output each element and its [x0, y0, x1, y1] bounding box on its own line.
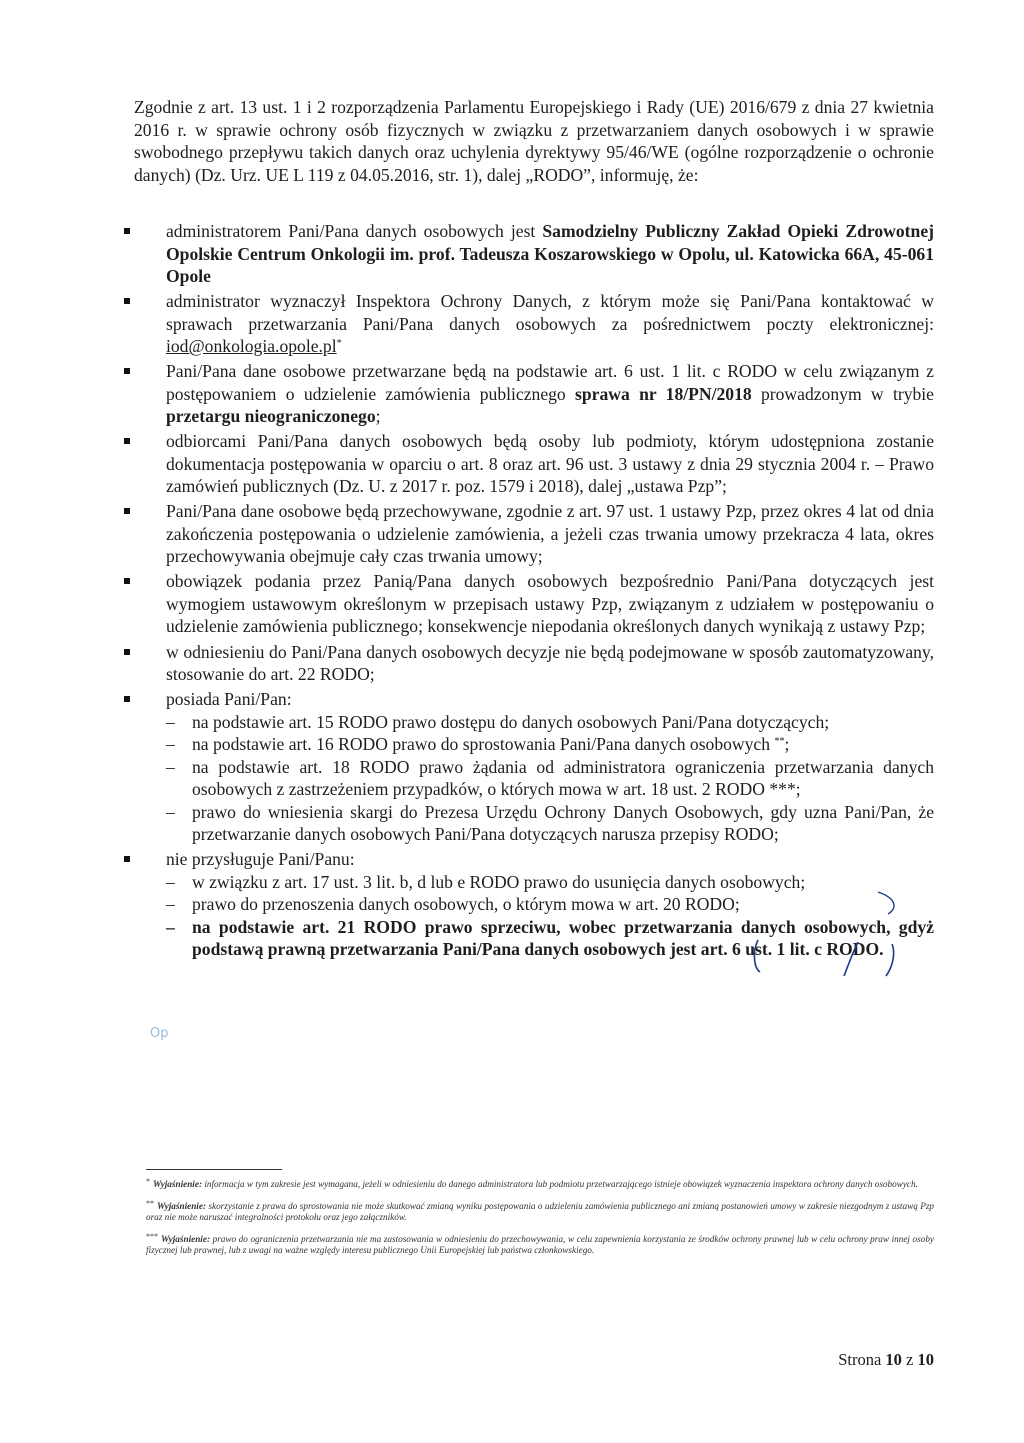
obligation-text: obowiązek podania przez Panią/Pana danych osobowych bezpośrednio Pani/Pana dotyczących jest wymogiem ustawowym określonym w przepisach ustawy Pzp, związanym z udziałem w postępowaniu o udzielenie zamówienia publicznego; konsekwencje niepodania określonych danych wynikają z ustawy Pzp;: [166, 571, 934, 637]
bullet-icon: [124, 298, 130, 304]
dash-icon: –: [166, 801, 175, 822]
dpo-text: administrator wyznaczył Inspektora Ochrony Danych, z którym może się Pani/Pana kontaktować w sprawach przetwarzania Pani/Pana danych osobowych za pośrednictwem poczty elektronicznej:: [166, 291, 934, 334]
recipients-text: odbiorcami Pani/Pana danych osobowych będą osoby lub podmioty, którym udostępniona zostanie dokumentacja postępowania w oparciu o art. 8 oraz art. 96 ust. 3 ustawy z dnia 29 stycznia 2004 r. – Prawo zamówień publicznych (Dz. U. z 2017 r. poz. 1579 i 2018), dalej „ustawa Pzp”;: [166, 431, 934, 497]
list-item-data-protection-officer: [0, 290, 934, 358]
automated-decisions-text: w odniesieniu do Pani/Pana danych osobowych decyzje nie będą podejmowane w sposób zautomatyzowany, stosowanie do art. 22 RODO;: [166, 641, 934, 685]
footnote-text: prawo do ograniczenia przetwarzania nie ma zastosowania w odniesieniu do przechowywania, w celu zapewnienia korzystania ze środków ochrony prawnej lub w celu ochrony praw innej osoby fizycznej lub prawnej, lub z uwagi na ważne względy interesu publicznego Unii Europejskiej lub państwa członkowskiego.: [146, 1233, 934, 1256]
footnote-text: informacja w tym zakresie jest wymagana, jeżeli w odniesieniu do danego administratora lub podmiotu przetwarzającego istnieje obowiązek wyznaczenia inspektora ochrony danych osobowych.: [202, 1179, 918, 1189]
bullet-icon: [124, 856, 130, 862]
bullet-icon: [124, 368, 130, 374]
footnote-label: Wyjaśnienie:: [161, 1233, 211, 1244]
bullet-icon: [124, 228, 130, 234]
legal-basis-text-2: prowadzonym w trybie: [751, 383, 934, 404]
footnote-mark: *: [336, 338, 342, 350]
dash-icon: –: [166, 894, 175, 915]
dash-icon: –: [166, 711, 175, 732]
footnote-label: Wyjaśnienie:: [153, 1179, 203, 1189]
list-item-obligation: [0, 570, 934, 638]
administrator-text: administratorem Pani/Pana danych osobowych jest: [166, 221, 543, 241]
list-item-legal-basis: [0, 360, 934, 428]
list-item-rights: [0, 688, 934, 846]
information-list: [0, 216, 1024, 963]
no-right-erasure-text: w związku z art. 17 ust. 3 lit. b, d lub e RODO prawo do usunięcia danych osobowych;: [192, 871, 806, 892]
right-access: [166, 711, 934, 734]
dash-icon: –: [166, 916, 175, 937]
footnote-2: [146, 1198, 934, 1224]
retention-text: Pani/Pana dane osobowe będą przechowywane, zgodnie z art. 97 ust. 1 ustawy Pzp, przez okres 4 lat od dnia zakończenia postępowania o udzielenie zamówienia, a jeżeli czas trwania umowy przekracza 4 lata, okres przechowywania obejmuje cały czas trwania umowy;: [166, 501, 934, 567]
footnote-marker: ***: [146, 1231, 158, 1241]
right-access-text: na podstawie art. 15 RODO prawo dostępu do danych osobowych Pani/Pana dotyczących;: [192, 711, 830, 732]
bullet-icon: [124, 649, 130, 655]
page-number-prefix: Strona: [838, 1350, 886, 1369]
administrator-name: Samodzielny Publiczny Zakład Opieki Zdrowotnej Opolskie Centrum Onkologii im. prof. Tadeusza Koszarowskiego w Opolu, ul. Katowicka 66A, 45-061 Opole: [166, 221, 934, 286]
footnote-marker: **: [146, 1198, 154, 1208]
right-restriction: [166, 756, 934, 801]
footnote-text: skorzystanie z prawa do sprostowania nie może skutkować zmianą wyniku postępowania o udzieleniu zamówienia publicznego ani zmianą postanowień umowy w zakresie niezgodnym z ustawą Pzp oraz nie może naruszać integralności protokołu oraz jego załączników.: [146, 1200, 934, 1223]
footnote-3: [146, 1231, 934, 1257]
dash-icon: –: [166, 871, 175, 892]
page-number-current: 10: [885, 1350, 902, 1369]
right-rectification: [166, 733, 934, 756]
bullet-icon: [124, 438, 130, 444]
faint-stamp-text: Op: [150, 1026, 169, 1041]
footnote-mark: **: [774, 736, 785, 748]
handwritten-marks: [740, 880, 940, 980]
rights-not-granted-heading: nie przysługuje Pani/Panu:: [166, 849, 355, 870]
footnote-1: [146, 1176, 934, 1191]
bullet-icon: [124, 578, 130, 584]
right-restriction-text: na podstawie art. 18 RODO prawo żądania od administratora ograniczenia przetwarzania danych osobowych z zastrzeżeniem przypadków, o których mowa w art. 18 ust. 2 RODO ***;: [192, 756, 934, 800]
case-number: sprawa nr 18/PN/2018: [575, 383, 752, 404]
footnote-separator: [146, 1169, 282, 1170]
footnotes: [146, 1176, 934, 1264]
dash-icon: –: [166, 756, 175, 777]
legal-basis-text: Pani/Pana dane osobowe przetwarzane będą na podstawie art. 6 ust. 1 lit. c RODO w celu związanym z postępowaniem o udzielenie zamówienia publicznego: [166, 361, 934, 404]
list-item-administrator: [0, 220, 934, 288]
no-right-portability-text: prawo do przenoszenia danych osobowych, o którym mowa w art. 20 RODO;: [192, 894, 740, 915]
dpo-email-link[interactable]: iod@onkologia.opole.pl: [166, 336, 337, 357]
right-rectification-text: na podstawie art. 16 RODO prawo do sprostowania Pani/Pana danych osobowych: [192, 734, 775, 755]
footnote-marker: *: [146, 1177, 150, 1186]
right-rectification-end: ;: [784, 734, 790, 755]
right-complaint: [166, 801, 934, 846]
procedure-type: przetargu nieograniczonego: [166, 406, 376, 427]
bullet-icon: [124, 696, 130, 702]
list-item-retention: [0, 500, 934, 568]
page-number-total: 10: [917, 1350, 934, 1369]
list-item-automated-decisions: [0, 641, 934, 686]
intro-paragraph: Zgodnie z art. 13 ust. 1 i 2 rozporządzenia Parlamentu Europejskiego i Rady (UE) 2016/679 z dnia 27 kwietnia 2016 r. w sprawie ochrony osób fizycznych w związku z przetwarzaniem danych osobowych i w sprawie swobodnego przepływu takich danych oraz uchylenia dyrektywy 95/46/WE (ogólne rozporządzenie o ochronie danych) (Dz. Urz. UE L 119 z 04.05.2016, str. 1), dalej „RODO”, informuję, że:: [134, 97, 934, 185]
page-number-separator: z: [901, 1350, 918, 1369]
bullet-icon: [124, 508, 130, 514]
legal-basis-text-3: ;: [375, 406, 381, 427]
dash-icon: –: [166, 734, 175, 755]
right-complaint-text: prawo do wniesienia skargi do Prezesa Urzędu Ochrony Danych Osobowych, gdy uzna Pani/Pan, że przetwarzanie danych osobowych Pani/Pana dotyczących narusza przepisy RODO;: [192, 801, 934, 845]
page-number: [838, 1350, 934, 1370]
list-item-recipients: [0, 430, 934, 498]
footnote-label: Wyjaśnienie:: [157, 1200, 207, 1211]
no-right-objection-text: na podstawie art. 21 RODO prawo sprzeciwu, wobec przetwarzania danych osobowych, gdyż podstawą prawną przetwarzania Pani/Pana danych osobowych jest art. 6 ust. 1 lit. c RODO.: [192, 916, 934, 960]
rights-heading: posiada Pani/Pan:: [166, 689, 292, 710]
